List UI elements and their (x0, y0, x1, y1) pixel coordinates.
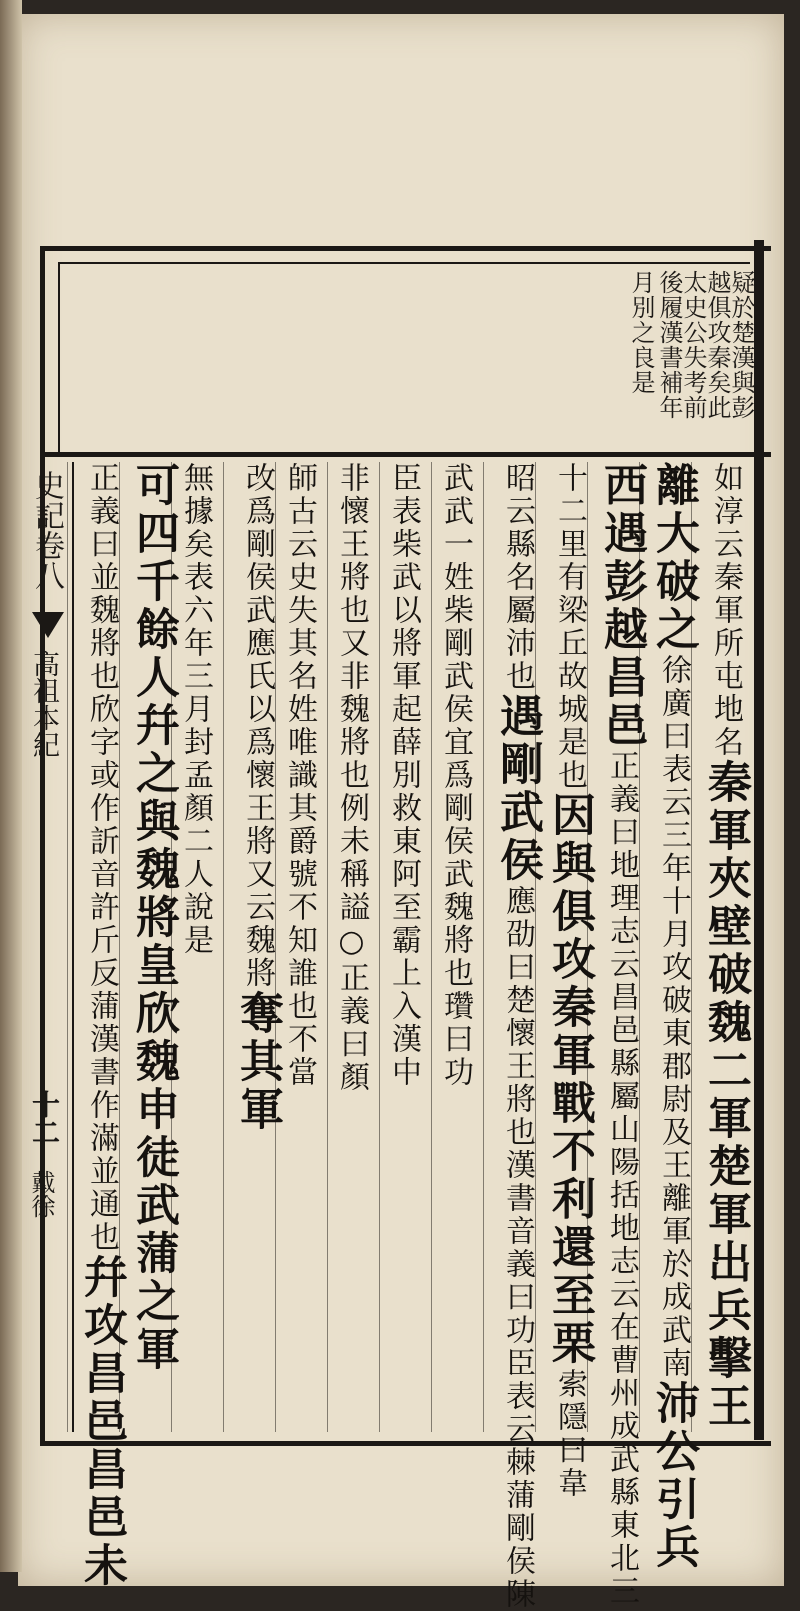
margin-note-line: 後履漢書補年 (655, 270, 683, 420)
text-column (69, 462, 133, 1590)
commentary-text: 徐廣曰表云三年十月攻破東郡尉及王離軍於成武南 (656, 654, 691, 1380)
fold-title: 史記卷八 (29, 470, 64, 590)
commentary-text: 十二里有梁丘故城是也 (552, 462, 587, 792)
column-rule (431, 462, 432, 1432)
commentary-text: 應劭曰楚懷王將也漢書音義曰功臣表云棘蒲剛侯陳 (500, 885, 535, 1611)
fold-carver-name: 戴徐 (27, 1170, 55, 1218)
commentary-text: 正義曰地理志云昌邑縣屬山陽括地志云在曹州成武縣東北三 (604, 750, 639, 1608)
commentary-text: 改爲剛侯武應氏以爲懷王將又云魏將 (240, 462, 275, 990)
commentary-text: 如淳云秦軍所屯地名 (708, 462, 743, 759)
text-column (381, 462, 425, 1089)
text-column (329, 462, 373, 1094)
margin-note-line: 月別之良是 (627, 270, 655, 395)
page-gutter-shadow (0, 0, 22, 1572)
commentary-text: 正義曰並魏將也欣字或作訢音許斤反蒲漢書作滿並通也 (84, 462, 119, 1254)
commentary-text: 武武一姓柴剛武侯宜爲剛侯武魏將也瓚曰功 (438, 462, 473, 1089)
column-rule (223, 462, 224, 1432)
commentary-text: 索隱曰韋 (552, 1368, 587, 1500)
commentary-text: 無據矣表六年三月封孟顏二人說是 (178, 462, 213, 957)
main-text: 遇剛武侯 (492, 693, 543, 885)
main-text: 因與俱攻秦軍戰不利還至栗 (544, 792, 595, 1368)
main-text: 離大破之 (648, 462, 699, 654)
margin-note-line: 疑於楚漢與彭 (727, 270, 755, 420)
commentary-text: 臣表柴武以將軍起薛別救東阿至霸上入漢中 (386, 462, 421, 1089)
text-column (225, 462, 289, 1134)
fold-chapter: 高祖本紀 (28, 650, 59, 758)
column-rule (327, 462, 328, 1432)
column-rule (67, 462, 68, 1432)
commentary-text: 非懷王將也又非魏將也例未稱謚○正義曰顏 (334, 462, 369, 1094)
commentary-text: 昭云縣名屬沛也 (500, 462, 535, 693)
text-column (485, 462, 549, 1611)
main-text: 可四千餘人幷之與魏將皇欣魏申徒武蒲之軍 (128, 462, 179, 1374)
column-rule (379, 462, 380, 1432)
commentary-text: 師古云史失其名姓唯識其爵號不知誰也不當 (282, 462, 317, 1089)
text-column (433, 462, 477, 1089)
main-text: 幷攻昌邑昌邑未 (76, 1254, 127, 1590)
main-text: 奪其軍 (232, 990, 283, 1134)
margin-note-line: 越俱攻秦矣此 (703, 270, 731, 420)
column-rule (483, 462, 484, 1432)
main-text: 秦軍夾壁破魏二軍楚軍出兵擊王 (700, 759, 751, 1431)
margin-note-line: 太史公失考前 (679, 270, 707, 420)
fold-page-number: 十二 (28, 1090, 61, 1146)
main-text: 西遇彭越昌邑 (596, 462, 647, 750)
main-text: 沛公引兵 (648, 1380, 699, 1572)
